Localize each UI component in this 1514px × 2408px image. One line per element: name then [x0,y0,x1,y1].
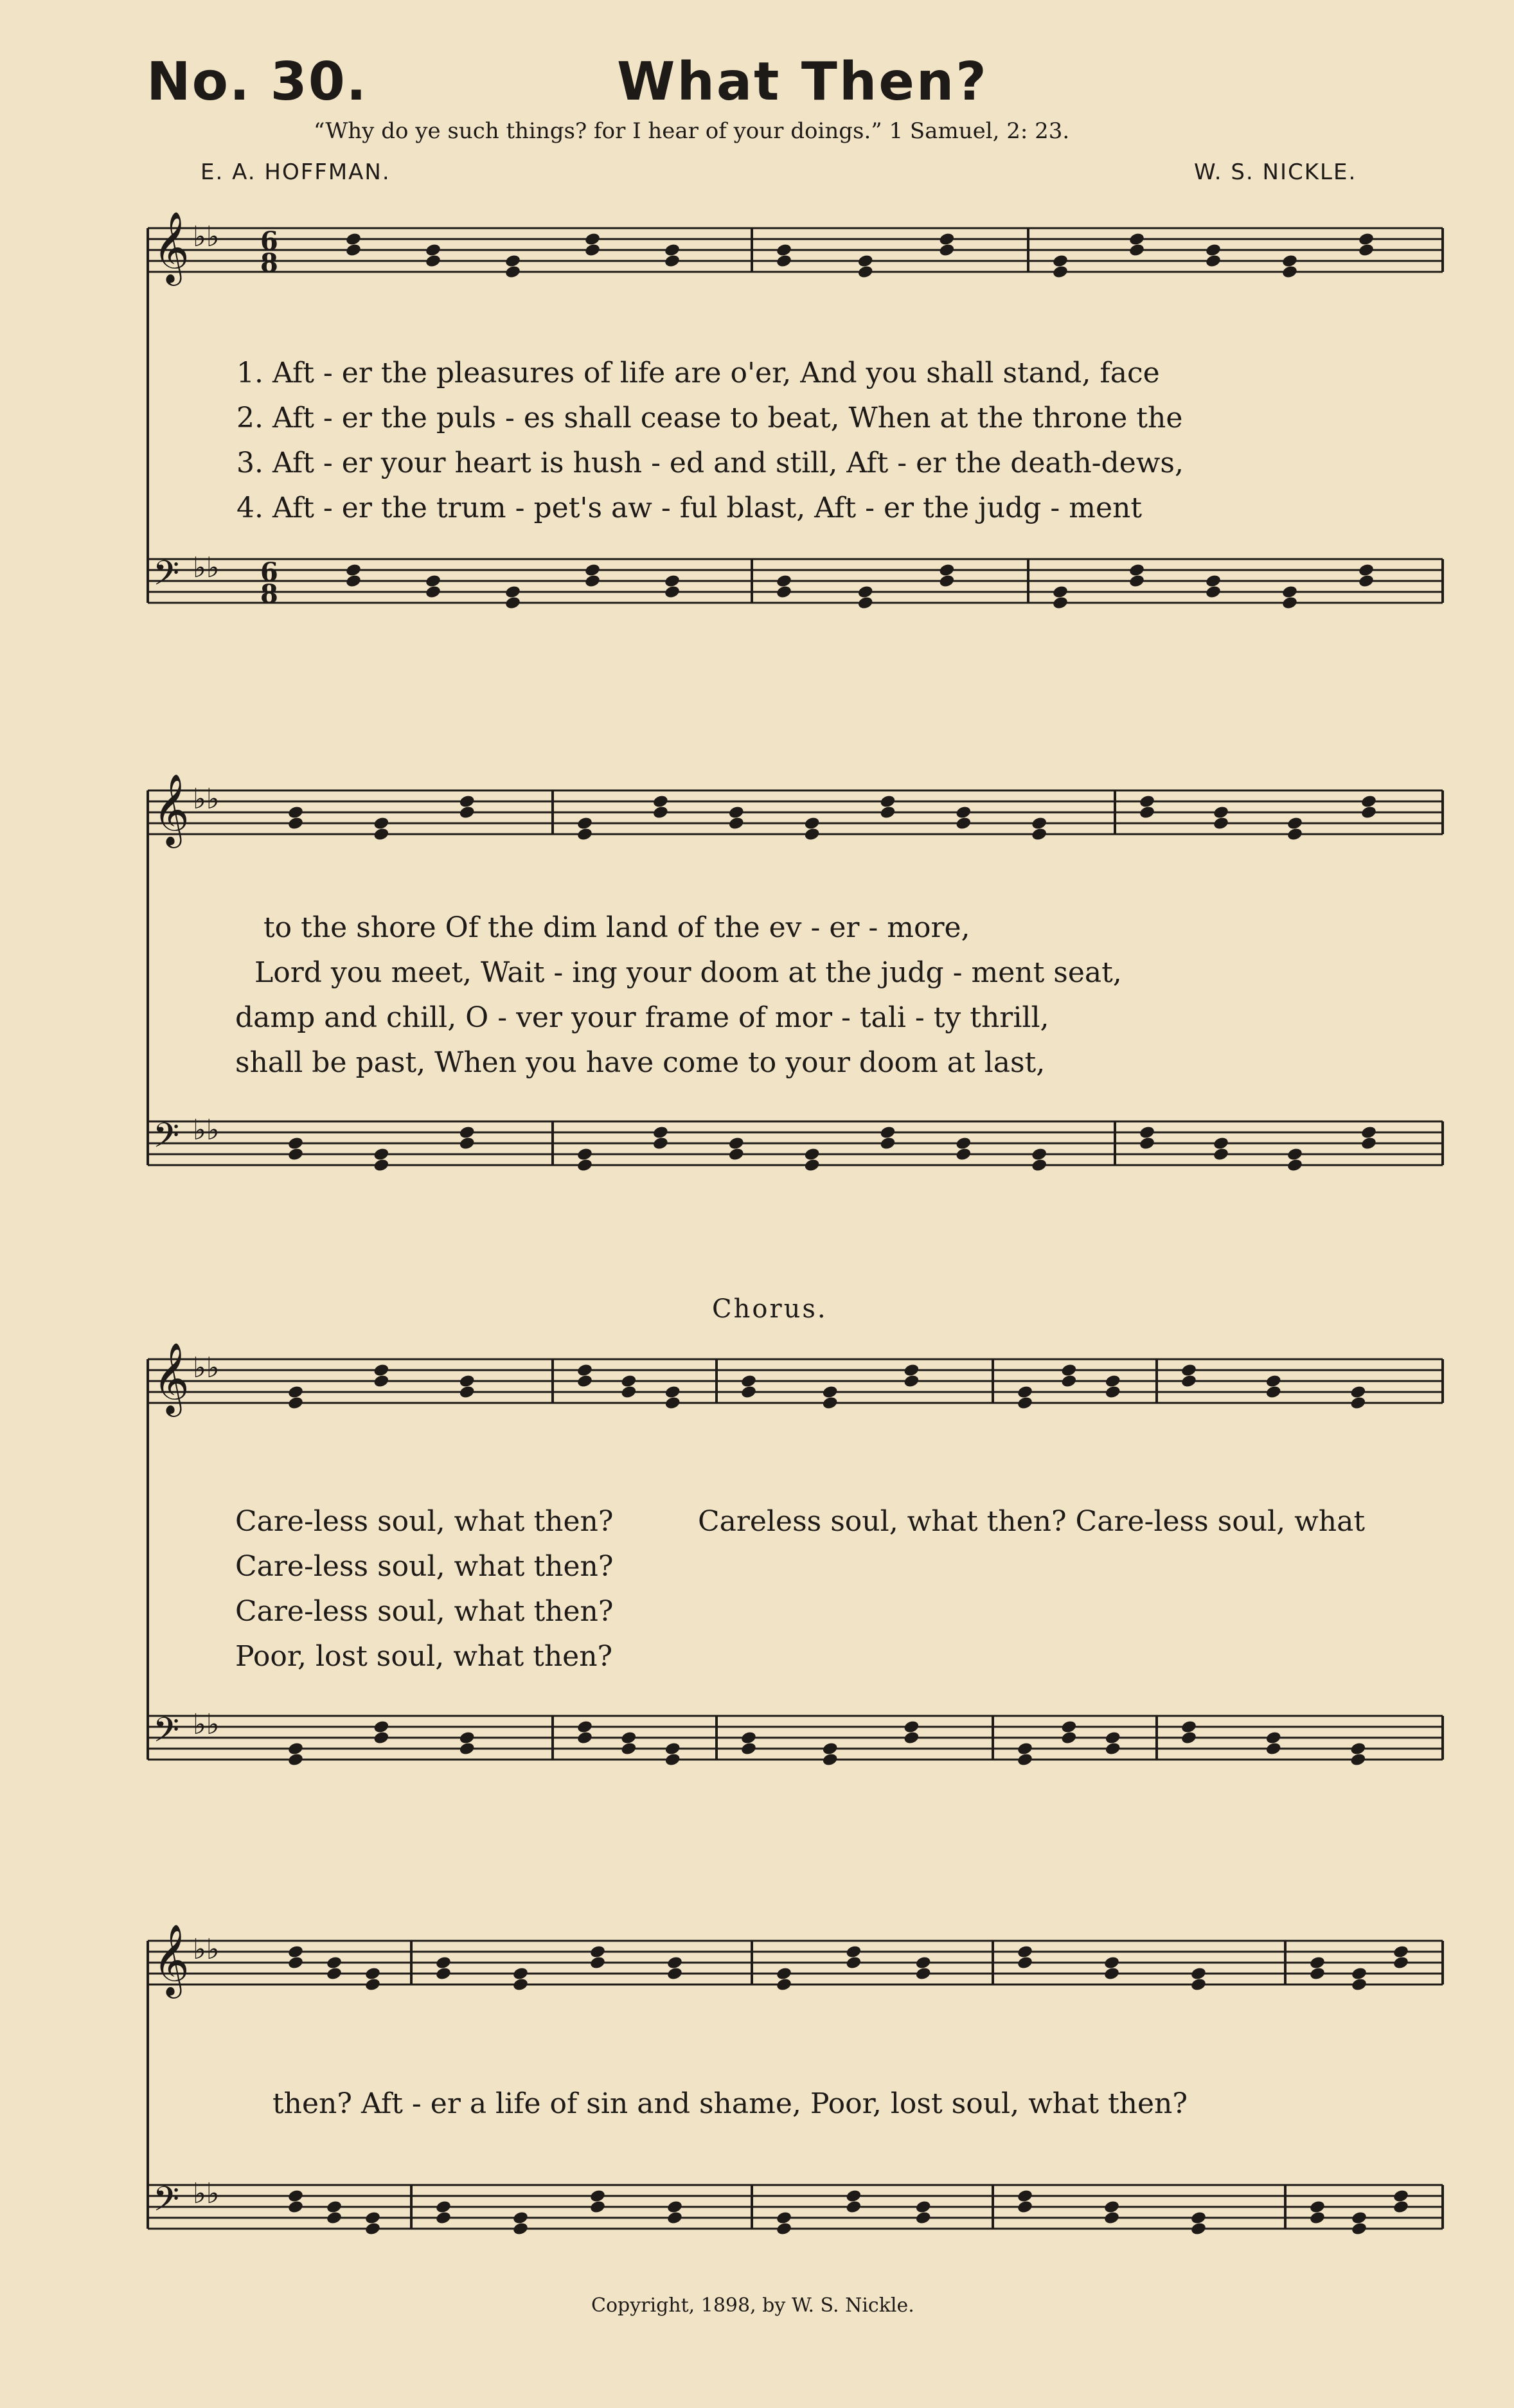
note-head [1060,1720,1077,1735]
note-head [1349,1742,1366,1756]
note-head [435,1967,452,1981]
note-head [1190,1977,1207,1992]
note-head [822,1752,839,1767]
note-head [1017,1752,1033,1767]
key-signature-flat-icon: ♭♭ [193,783,220,816]
note-head [589,2200,606,2215]
note-head [1349,1385,1366,1400]
note-head [584,232,601,247]
note-head [1358,243,1375,258]
note-head [584,574,601,589]
note-head [664,243,681,258]
note-head [938,243,955,258]
note-head [1351,2222,1367,2236]
note-head [1105,1742,1121,1756]
treble-clef-icon: 𝄞 [153,1342,190,1414]
note-head [576,1147,593,1162]
note-head [1180,1363,1197,1378]
note-head [373,1158,389,1173]
chorus-label: Chorus. [712,1294,828,1324]
note-head [879,1125,896,1140]
note-head [1205,574,1222,589]
note-head [1052,254,1069,269]
chorus-line-1: Care-less soul, what then? [235,1505,614,1538]
note-head [652,1125,669,1140]
note-head [373,1731,389,1745]
note-head [287,1385,304,1400]
note-head [287,1147,304,1162]
time-signature: 6 [260,226,278,256]
note-head [1139,805,1155,820]
treble-clef-icon: 𝄞 [153,1923,190,1995]
note-head [938,563,955,578]
note-head [589,1945,606,1959]
note-head [666,1956,683,1970]
note-head [1031,1158,1047,1173]
note-head [845,1956,862,1970]
note-head [1360,805,1377,820]
note-head [1017,2189,1033,2204]
note-head [287,1752,304,1767]
note-head [1351,1977,1367,1992]
note-head [459,794,476,809]
note-head [1128,243,1145,258]
note-head [903,1374,920,1389]
note-head [364,2222,381,2236]
bass-clef-icon: 𝄢 [153,1116,180,1164]
note-head [1309,1956,1326,1970]
note-head [728,816,745,831]
note-head [664,574,681,589]
note-head [776,574,792,589]
note-head [364,1967,381,1981]
note-head [664,1396,681,1411]
note-head [955,1147,972,1162]
note-head [1180,1720,1197,1735]
note-head [326,2211,343,2225]
treble-clef-icon: 𝄞 [153,773,190,845]
note-head [576,1158,593,1173]
note-head [435,1956,452,1970]
key-signature-flat-icon: ♭♭ [193,1933,220,1966]
note-head [857,596,874,611]
note-head [1017,1956,1033,1970]
note-head [512,2222,529,2236]
note-head [1031,1147,1047,1162]
note-head [504,596,521,611]
note-head [1393,2189,1409,2204]
note-head [589,1956,606,1970]
note-head [287,1956,304,1970]
note-head [373,827,389,842]
note-head [1105,1385,1121,1400]
note-head [938,574,955,589]
note-head [776,1967,792,1981]
note-head [504,254,521,269]
note-head [287,1742,304,1756]
note-head [879,794,896,809]
note-head [345,574,362,589]
key-signature-flat-icon: ♭♭ [193,551,220,584]
note-head [938,232,955,247]
hymn-number: No. 30. [147,51,368,112]
note-head [955,805,972,820]
note-head [1180,1731,1197,1745]
note-head [364,1977,381,1992]
note-head [1060,1374,1077,1389]
note-head [435,2200,452,2215]
note-head [822,1742,839,1756]
note-head [287,805,304,820]
note-head [1128,232,1145,247]
note-head [955,816,972,831]
note-head [1205,254,1222,269]
note-head [822,1385,839,1400]
note-head [512,1967,529,1981]
note-head [1139,794,1155,809]
note-head [1351,1967,1367,1981]
key-signature-flat-icon: ♭♭ [193,1708,220,1741]
note-head [1213,805,1229,820]
note-head [326,1967,343,1981]
note-head [620,1385,637,1400]
scripture-epigraph: “Why do ye such things? for I hear of your doings.” 1 Samuel, 2: 23. [314,118,1070,144]
note-head [1052,585,1069,600]
note-head [589,2189,606,2204]
note-head [652,1136,669,1151]
chorus-line-4: Poor, lost soul, what then? [235,1640,613,1673]
treble-clef-icon: 𝄞 [153,211,190,283]
note-head [915,1967,932,1981]
note-head [776,2211,792,2225]
note-head [1017,1945,1033,1959]
note-head [435,2211,452,2225]
note-head [822,1396,839,1411]
note-head [1265,1385,1282,1400]
note-head [1309,2200,1326,2215]
note-head [1139,1136,1155,1151]
bass-clef-icon: 𝄢 [153,1711,180,1758]
note-head [1213,1147,1229,1162]
note-head [903,1720,920,1735]
note-head [1103,1956,1120,1970]
verse-4-line-b: shall be past, When you have come to your doom at last, [235,1046,1046,1079]
note-head [879,1136,896,1151]
note-head [1213,1136,1229,1151]
time-signature: 6 [260,557,278,587]
note-head [1309,1967,1326,1981]
verse-2-line-a: 2. Aft - er the puls - es shall cease to beat, When at the throne the [236,402,1183,434]
note-head [364,2211,381,2225]
note-head [1265,1731,1282,1745]
note-head [664,1752,681,1767]
note-head [1358,563,1375,578]
note-head [1349,1396,1366,1411]
note-head [1128,563,1145,578]
copyright-notice: Copyright, 1898, by W. S. Nickle. [591,2294,914,2317]
note-head [425,574,441,589]
verse-2-line-b: Lord you meet, Wait - ing your doom at the judg - ment seat, [254,956,1122,989]
note-head [576,816,593,831]
note-head [776,243,792,258]
note-head [459,1125,476,1140]
note-head [459,1136,476,1151]
note-head [1105,1731,1121,1745]
note-head [915,2200,932,2215]
key-signature-flat-icon: ♭♭ [193,220,220,253]
note-head [459,1742,476,1756]
note-head [1360,1136,1377,1151]
time-signature: 8 [260,248,278,278]
note-head [1105,1374,1121,1389]
note-head [373,1720,389,1735]
note-head [287,1945,304,1959]
note-head [576,1363,593,1378]
note-head [1351,2211,1367,2225]
note-head [1190,2211,1207,2225]
note-head [1309,2211,1326,2225]
note-head [803,816,820,831]
chorus-final-line: then? Aft - er a life of sin and shame, Poor, lost soul, what then? [272,2087,1188,2120]
note-head [287,816,304,831]
note-head [345,243,362,258]
note-head [803,1158,820,1173]
bass-clef-icon: 𝄢 [153,2180,180,2227]
note-head [620,1742,637,1756]
note-head [425,243,441,258]
note-head [287,2200,304,2215]
note-head [1213,816,1229,831]
note-head [425,585,441,600]
verse-1-line-a: 1. Aft - er the pleasures of life are o'er, And you shall stand, face [236,357,1160,389]
note-head [1190,2222,1207,2236]
note-head [1128,574,1145,589]
note-head [803,1147,820,1162]
note-head [373,1374,389,1389]
note-head [915,2211,932,2225]
note-head [1358,232,1375,247]
note-head [504,265,521,280]
note-head [1360,1125,1377,1140]
note-head [1017,1385,1033,1400]
note-head [1103,1967,1120,1981]
note-head [845,2200,862,2215]
note-head [857,585,874,600]
note-head [857,265,874,280]
note-head [1052,596,1069,611]
note-head [1052,265,1069,280]
note-head [1360,794,1377,809]
note-head [1393,1956,1409,1970]
note-head [740,1385,757,1400]
note-head [666,2211,683,2225]
note-head [857,254,874,269]
note-head [1393,2200,1409,2215]
note-head [803,827,820,842]
note-head [955,1136,972,1151]
verse-3-line-b: damp and chill, O - ver your frame of mor - tali - ty thrill, [235,1001,1049,1034]
note-head [326,2200,343,2215]
note-head [504,585,521,600]
note-head [576,1374,593,1389]
note-head [1393,1945,1409,1959]
verse-4-line-a: 4. Aft - er the trum - pet's aw - ful blast, Aft - er the judg - ment [236,492,1143,524]
verse-3-line-a: 3. Aft - er your heart is hush - ed and still, Aft - er the death-dews, [236,447,1184,479]
note-head [373,816,389,831]
note-head [1103,2211,1120,2225]
key-signature-flat-icon: ♭♭ [193,2177,220,2210]
note-head [1205,585,1222,600]
chorus-line-2: Care-less soul, what then? [235,1550,614,1583]
note-head [1103,2200,1120,2215]
note-head [1031,816,1047,831]
time-signature: 8 [260,579,278,609]
note-head [1190,1967,1207,1981]
note-head [1349,1752,1366,1767]
note-head [459,1385,476,1400]
note-head [373,1363,389,1378]
note-head [459,1731,476,1745]
note-head [845,1945,862,1959]
note-head [879,805,896,820]
note-head [1017,2200,1033,2215]
note-head [666,1967,683,1981]
verse-1-line-b: to the shore Of the dim land of the ev - er - more, [263,911,970,944]
note-head [1139,1125,1155,1140]
note-head [373,1147,389,1162]
note-head [1017,1742,1033,1756]
note-head [576,1720,593,1735]
note-head [1287,816,1303,831]
note-head [776,2222,792,2236]
lyricist-credit: E. A. HOFFMAN. [200,159,391,185]
chorus-continuation: Careless soul, what then? Care-less soul, what [698,1505,1366,1538]
note-head [1287,827,1303,842]
note-head [1060,1363,1077,1378]
note-head [287,1136,304,1151]
note-head [512,1977,529,1992]
note-head [740,1731,757,1745]
note-head [1205,243,1222,258]
note-head [728,1147,745,1162]
note-head [287,1396,304,1411]
note-head [345,563,362,578]
note-head [425,254,441,269]
note-head [652,805,669,820]
note-head [652,794,669,809]
note-head [664,1385,681,1400]
note-head [1281,254,1298,269]
note-head [728,805,745,820]
note-head [1281,585,1298,600]
note-head [740,1374,757,1389]
note-head [664,254,681,269]
note-head [740,1742,757,1756]
note-head [326,1956,343,1970]
note-head [512,2211,529,2225]
note-head [576,1731,593,1745]
note-head [1281,265,1298,280]
note-head [1265,1742,1282,1756]
chorus-line-3: Care-less soul, what then? [235,1595,614,1628]
hymn-title: What Then? [617,51,988,112]
note-head [1265,1374,1282,1389]
note-head [1180,1374,1197,1389]
note-head [728,1136,745,1151]
note-head [664,1742,681,1756]
note-head [1281,596,1298,611]
note-head [620,1374,637,1389]
note-head [345,232,362,247]
note-head [459,805,476,820]
note-head [664,585,681,600]
key-signature-flat-icon: ♭♭ [193,1114,220,1146]
note-head [776,1977,792,1992]
note-head [1287,1158,1303,1173]
note-head [776,254,792,269]
note-head [1060,1731,1077,1745]
note-head [915,1956,932,1970]
note-head [1358,574,1375,589]
note-head [1287,1147,1303,1162]
note-head [776,585,792,600]
note-head [903,1363,920,1378]
note-head [1031,827,1047,842]
note-head [584,243,601,258]
composer-credit: W. S. NICKLE. [1194,159,1357,185]
note-head [287,2189,304,2204]
note-head [620,1731,637,1745]
note-head [1017,1396,1033,1411]
note-head [459,1374,476,1389]
note-head [576,827,593,842]
note-head [666,2200,683,2215]
note-head [903,1731,920,1745]
key-signature-flat-icon: ♭♭ [193,1351,220,1384]
note-head [584,563,601,578]
note-head [845,2189,862,2204]
bass-clef-icon: 𝄢 [153,554,180,602]
